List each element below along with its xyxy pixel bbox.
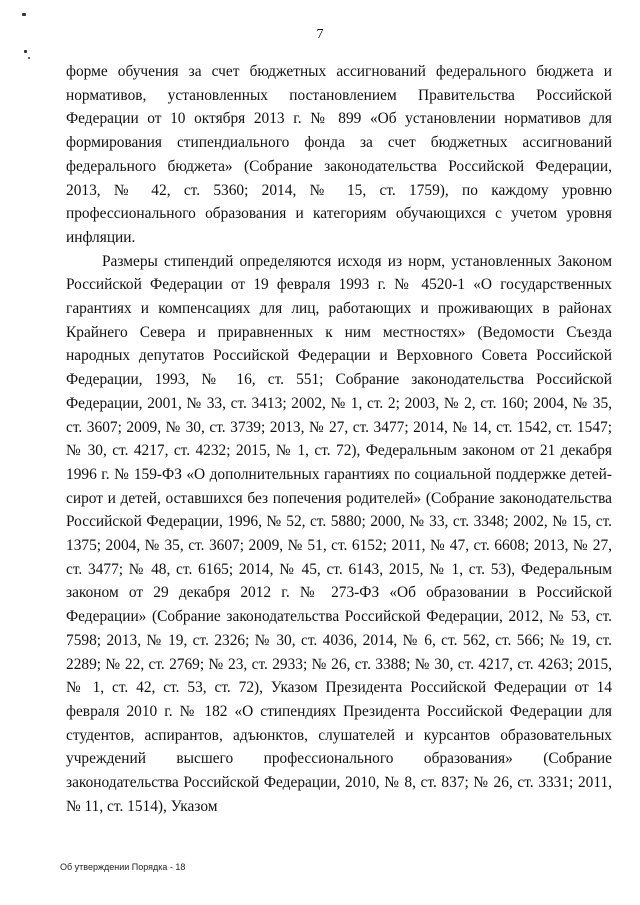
body-paragraph: форме обучения за счет бюджетных ассигнований федерального бюджета и нормативов, установленных постановлением Правительства Российской Федерации от 10 октября 2013 г. № 899 «Об установлении нормативов для формирования стипендиального фонда за счет бюджетных ассигнований федерального бюджета» (Собрание законодательства Российской Федерации, 2013, № 42, ст. 5360; 2014, № 15, ст. 1759), по каждому уровню профессионального образования и категориям обучающихся с учетом уровня инфляции. [66, 63, 612, 246]
page-number: 7 [316, 27, 324, 42]
scan-artifact-mark [28, 57, 30, 59]
scan-artifact-mark [24, 50, 27, 53]
body-paragraph: Размеры стипендий определяются исходя из норм, установленных Законом Российской Федерации от 19 февраля 1993 г. № 4520-1 «О государственных гарантиях и компенсациях для лиц, работающих и проживающих в районах Крайнего Севера и приравненных к ним местностях» (Ведомости Съезда народных депутатов Российской Федерации и Верховного Совета Российской Федерации, 1993, № 16, ст. 551; Собрание законодательства Российской Федерации, 2001, № 33, ст. 3413; 2002, № 1, ст. 2; 2003, № 2, ст. 160; 2004, № 35, ст. 3607; 2009, № 30, ст. 3739; 2013, № 27, ст. 3477; 2014, № 14, ст. 1542, ст. 1547; № 30, ст. 4217, ст. 4232; 2015, № 1, ст. 72), Федеральным законом от 21 декабря 1996 г. № 159-ФЗ «О дополнительных гарантиях по социальной поддержке детей-сирот и детей, оставшихся без попечения родителей» (Собрание законодательства Российской Федерации, 1996, № 52, ст. 5880; 2000, № 33, ст. 3348; 2002, № 15, ст. 1375; 2004, № 35, ст. 3607; 2009, № 51, ст. 6152; 2011, № 47, ст. 6608; 2013, № 27, ст. 3477; № 48, ст. 6165; 2014, № 45, ст. 6143, 2015, № 1, ст. 53), Федеральным законом от 29 декабря 2012 г. № 273-ФЗ «Об образовании в Российской Федерации» (Собрание законодательства Российской Федерации, 2012, № 53, ст. 7598; 2013, № 19, ст. 2326; № 30, ст. 4036, 2014, № 6, ст. 562, ст. 566; № 19, ст. 2289; № 22, ст. 2769; № 23, ст. 2933; № 26, ст. 3388; № 30, ст. 4217, ст. 4263; 2015, № 1, ст. 42, ст. 53, ст. 72), Указом Президента Российской Федерации от 14 февраля 2010 г. № 182 «О стипендиях Президента Российской Федерации для студентов, аспирантов, адъюнктов, слушателей и курсантов образовательных учреждений высшего профессионального образования» (Собрание законодательства Российской Федерации, 2010, № 8, ст. 837; № 26, ст. 3331; 2011, № 11, ст. 1514), Указом [66, 252, 612, 815]
scan-artifact-mark [22, 13, 26, 16]
document-body [66, 60, 612, 819]
page-footer: Об утверждении Порядка - 18 [60, 862, 186, 872]
